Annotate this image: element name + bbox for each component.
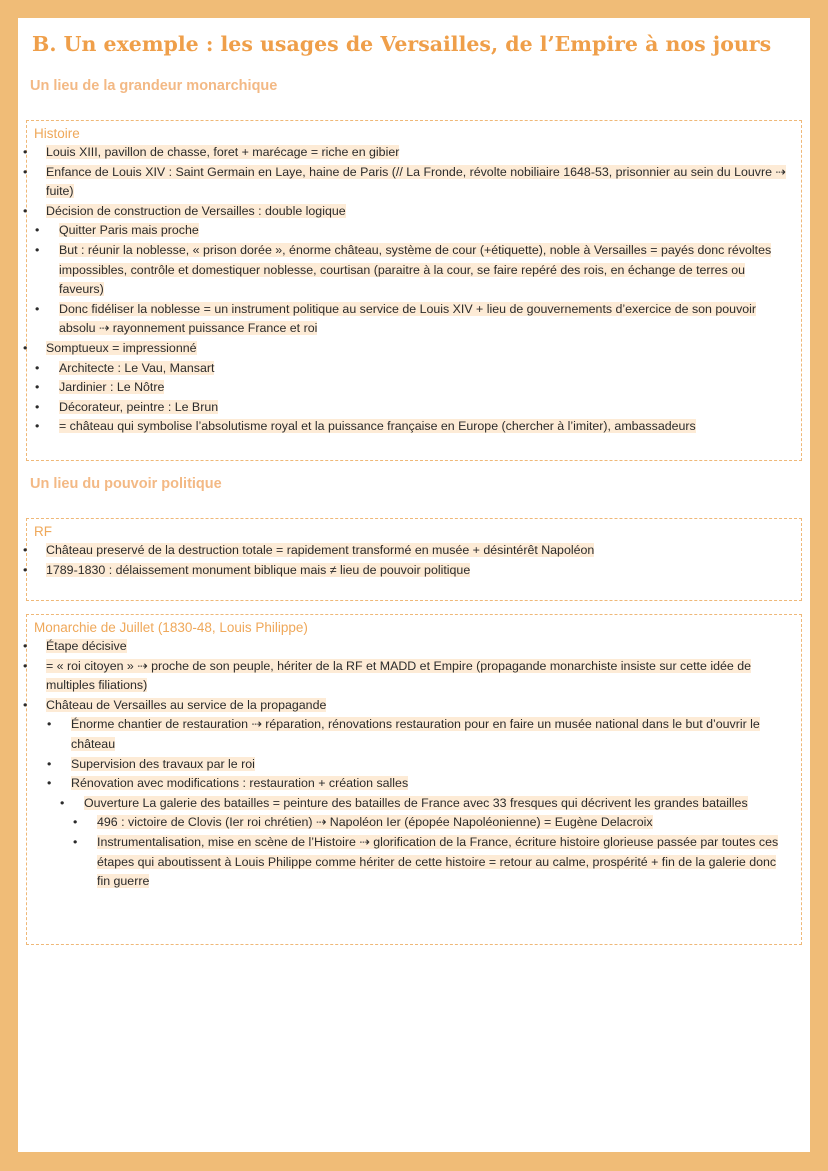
list-item: • 1789-1830 : délaissement monument biblique mais ≠ lieu de pouvoir politique bbox=[34, 561, 791, 581]
list-item: • Architecte : Le Vau, Mansart bbox=[46, 359, 791, 379]
list-item: • Somptueux = impressionné • Architecte : Le Vau, Mansart • Jardinier : Le Nôtre • Décorateur, peintre : Le Brun • = château qui symbolise l’absolutisme royal et la puissance française en Europe (chercher à l’imiter), ambassadeurs bbox=[34, 339, 791, 437]
list-item: • Instrumentalisation, mise en scène de l’Histoire ⇢ glorification de la France, écriture histoire glorieuse passée par toutes ces étapes qui aboutissent à Louis Philippe comme hériter de cette histoire = retour au calme, prospérité + fin de la galerie donc fin guerre bbox=[84, 833, 791, 892]
box-histoire bbox=[26, 120, 802, 461]
box-monarchie-juillet bbox=[26, 614, 802, 945]
list-item: • Château preservé de la destruction totale = rapidement transformé en musée + désintérêt Napoléon bbox=[34, 541, 791, 561]
list-item: • = « roi citoyen » ⇢ proche de son peuple, hériter de la RF et MADD et Empire (propagande monarchiste insiste sur cette idée de multiples filiations) bbox=[34, 657, 791, 696]
list-item: • 496 : victoire de Clovis (Ier roi chrétien) ⇢ Napoléon Ier (épopée Napoléonienne) = Eugène Delacroix bbox=[84, 813, 791, 833]
list-item: • Étape décisive bbox=[34, 637, 791, 657]
box-title-rf: RF bbox=[34, 524, 52, 539]
list-item: • Énorme chantier de restauration ⇢ réparation, rénovations restauration pour en faire un musée national dans le but d’ouvrir le château bbox=[58, 715, 791, 754]
section-heading-grandeur: Un lieu de la grandeur monarchique bbox=[30, 78, 278, 94]
page-title: B. Un exemple : les usages de Versailles, de l’Empire à nos jours bbox=[32, 32, 772, 56]
list-item: • Ouverture La galerie des batailles = peinture des batailles de France avec 33 fresques qui décrivent les grandes batailles • 496 : victoire de Clovis (Ier roi chrétien) ⇢ Napoléon Ier (épopée Napoléonienne) = Eugène Delacroix • Instrumentalisation, mise en scène de l’Histoire ⇢ glorification de la France, écriture histoire glorieuse passée par toutes ces étapes qui aboutissent à Louis Philippe comme hériter de cette histoire = retour au calme, prospérité + fin de la galerie donc fin guerre bbox=[71, 794, 791, 892]
box-title-monarchie: Monarchie de Juillet (1830-48, Louis Philippe) bbox=[34, 620, 308, 635]
histoire-list bbox=[34, 143, 791, 437]
list-item: • Château de Versailles au service de la propagande • Énorme chantier de restauration ⇢ réparation, rénovations restauration pour en faire un musée national dans le but d’ouvrir le château • Supervision des travaux par le roi • Rénovation avec modifications : restauration + création salles • Ouverture La galerie des batailles = peinture des batailles de France avec 33 fresques qui décrivent les grandes batailles • 496 : victoire de Clovis (Ier roi chrétien) ⇢ Napoléon Ier (épopée Napoléonienne) = Eugène Delacroix • Instrumentalisation, mise en scène de l’Histoire ⇢ glorification de la France, écriture histoire glorieuse passée par toutes ces étapes qui aboutissent à Louis Philippe comme hériter de cette histoire = retour au calme, prospérité + fin de la galerie donc fin guerre bbox=[34, 696, 791, 892]
list-item: • Donc fidéliser la noblesse = un instrument politique au service de Louis XIV + lieu de gouvernements d’exercice de son pouvoir absolu ⇢ rayonnement puissance France et roi bbox=[46, 300, 791, 339]
list-item: • Quitter Paris mais proche bbox=[46, 221, 791, 241]
section-heading-pouvoir: Un lieu du pouvoir politique bbox=[30, 476, 222, 492]
list-item: • Décorateur, peintre : Le Brun bbox=[46, 398, 791, 418]
list-item: • Supervision des travaux par le roi bbox=[58, 755, 791, 775]
note-page bbox=[18, 18, 810, 1152]
list-item: • Jardinier : Le Nôtre bbox=[46, 378, 791, 398]
rf-list bbox=[34, 541, 791, 580]
list-item: • = château qui symbolise l’absolutisme royal et la puissance française en Europe (chercher à l’imiter), ambassadeurs bbox=[46, 417, 791, 437]
monarchie-list bbox=[34, 637, 791, 892]
box-title-histoire: Histoire bbox=[34, 126, 80, 141]
box-rf bbox=[26, 518, 802, 601]
list-item: • But : réunir la noblesse, « prison dorée », énorme château, système de cour (+étiquette), noble à Versailles = payés donc révoltes impossibles, contrôle et domestiquer noblesse, courtisan (paraitre à la cour, se faire repéré des rois, en échange de terres ou faveurs) bbox=[46, 241, 791, 300]
list-item: • Louis XIII, pavillon de chasse, foret + marécage = riche en gibier bbox=[34, 143, 791, 163]
list-item: • Rénovation avec modifications : restauration + création salles • Ouverture La galerie des batailles = peinture des batailles de France avec 33 fresques qui décrivent les grandes batailles • 496 : victoire de Clovis (Ier roi chrétien) ⇢ Napoléon Ier (épopée Napoléonienne) = Eugène Delacroix • Instrumentalisation, mise en scène de l’Histoire ⇢ glorification de la France, écriture histoire glorieuse passée par toutes ces étapes qui aboutissent à Louis Philippe comme hériter de cette histoire = retour au calme, prospérité + fin de la galerie donc fin guerre bbox=[58, 774, 791, 892]
list-item: • Enfance de Louis XIV : Saint Germain en Laye, haine de Paris (// La Fronde, révolte nobiliaire 1648-53, prisonnier au sein du Louvre ⇢ fuite) bbox=[34, 163, 791, 202]
list-item: • Décision de construction de Versailles : double logique • Quitter Paris mais proche • But : réunir la noblesse, « prison dorée », énorme château, système de cour (+étiquette), noble à Versailles = payés donc révoltes impossibles, contrôle et domestiquer noblesse, courtisan (paraitre à la cour, se faire repéré des rois, en échange de terres ou faveurs) • Donc fidéliser la noblesse = un instrument politique au service de Louis XIV + lieu de gouvernements d’exercice de son pouvoir absolu ⇢ rayonnement puissance France et roi bbox=[34, 202, 791, 339]
